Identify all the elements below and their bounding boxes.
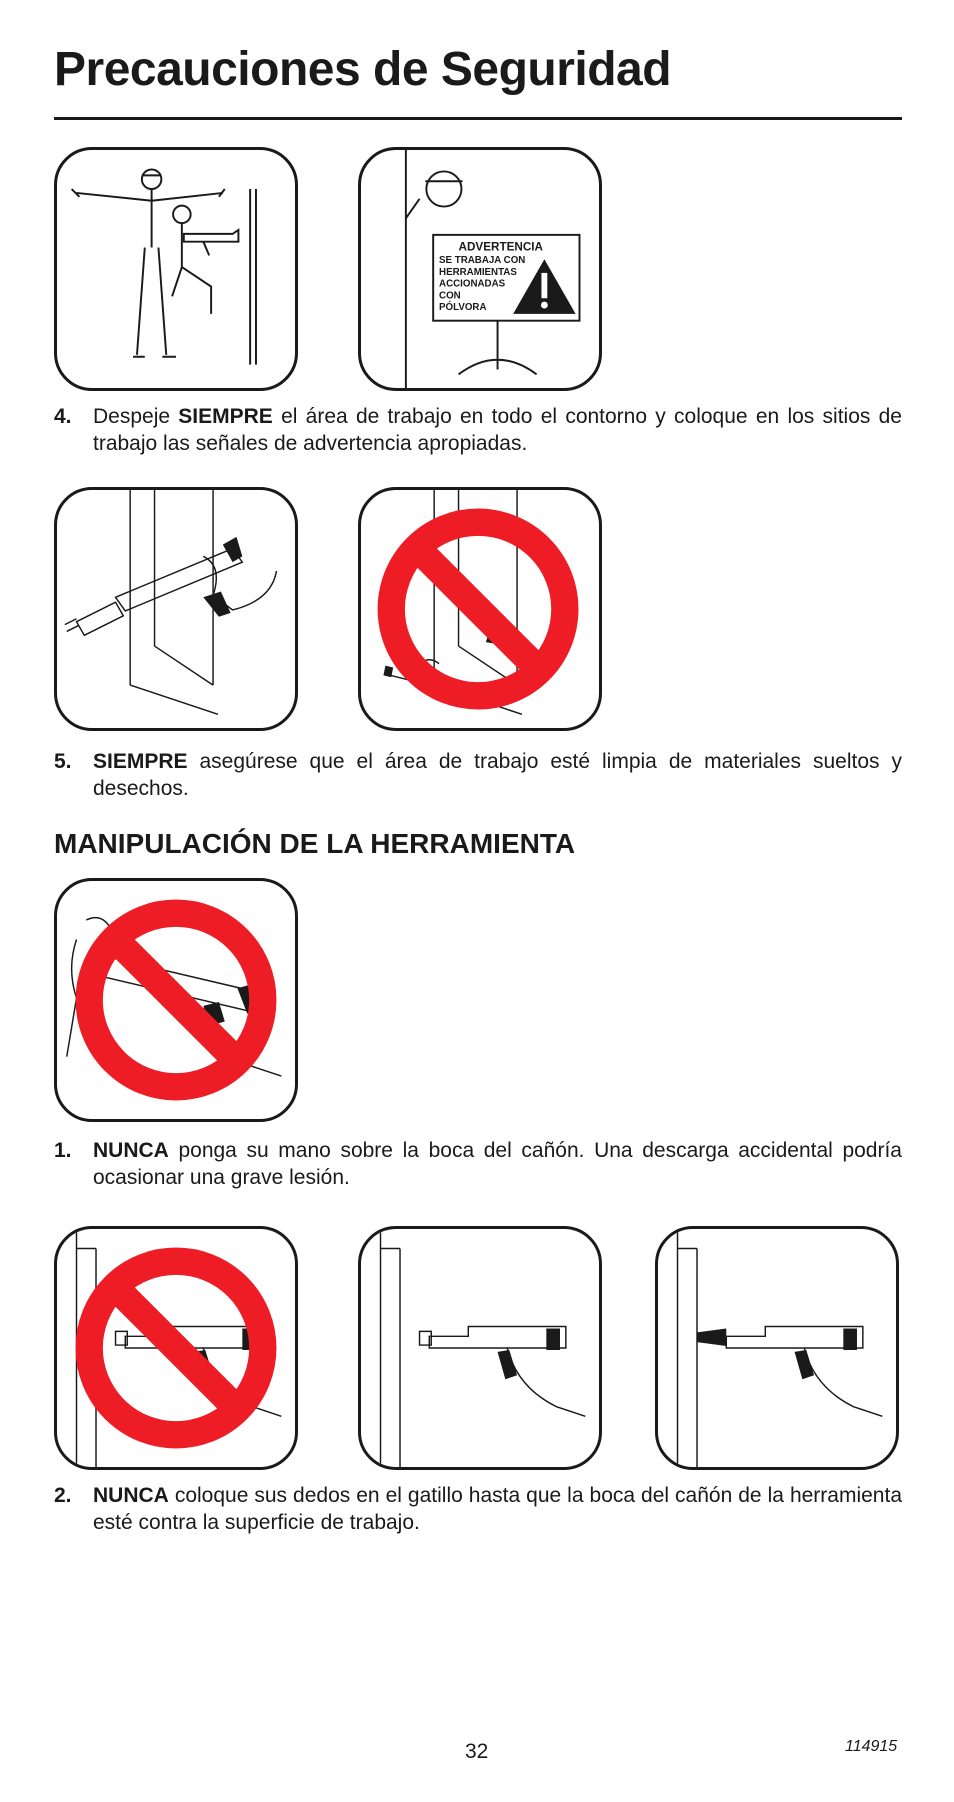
illustration-hand-over-muzzle-prohibited (54, 878, 298, 1122)
instruction-number: 2. (54, 1484, 72, 1507)
warning-sign-title: ADVERTENCIA (458, 240, 543, 254)
instruction-number: 1. (54, 1139, 72, 1162)
warning-sign-line: ACCIONADAS (439, 278, 506, 290)
page-number: 32 (465, 1740, 489, 1763)
illustration-debris-prohibited (358, 487, 602, 731)
warning-sign-line: HERRAMIENTAS (439, 266, 517, 278)
prohibition-icon (89, 913, 263, 1087)
instruction-text: asegúrese que el área de trabajo esté limpia de materiales sueltos y desechos. (93, 750, 902, 800)
instruction-number: 4. (54, 405, 72, 428)
illustration-tool-against-surface (655, 1226, 899, 1470)
prohibition-icon (391, 522, 565, 696)
instruction-5 (54, 748, 902, 802)
page-title: Precauciones de Seguridad (54, 43, 672, 96)
warning-sign-line: PÓLVORA (439, 301, 487, 313)
instruction-text: Despeje (93, 405, 179, 428)
illustration-clear-area-operator (54, 147, 298, 391)
instruction-2 (54, 1482, 902, 1536)
instruction-text: el área de trabajo en todo el contorno y coloque en los sitios de trabajo las señales de advertencia apropiadas. (93, 405, 902, 455)
instruction-emphasis: NUNCA (93, 1484, 169, 1507)
instruction-emphasis: SIEMPRE (93, 750, 188, 773)
warning-sign-line: CON (439, 290, 461, 302)
illustration-warning-sign (358, 147, 602, 391)
instruction-1 (54, 1137, 902, 1191)
instruction-emphasis: NUNCA (93, 1139, 169, 1162)
document-code: 114915 (845, 1738, 898, 1755)
title-divider (54, 117, 902, 120)
warning-sign-line: SE TRABAJA CON (439, 255, 526, 267)
illustration-finger-on-trigger-prohibited (54, 1226, 298, 1470)
instruction-emphasis: SIEMPRE (178, 405, 273, 428)
instruction-text: ponga su mano sobre la boca del cañón. Una descarga accidental podría ocasionar una grave lesión. (93, 1139, 902, 1189)
illustration-clean-work-area (54, 487, 298, 731)
instruction-text: coloque sus dedos en el gatillo hasta que la boca del cañón de la herramienta esté contra la superficie de trabajo. (93, 1484, 902, 1534)
instruction-number: 5. (54, 750, 72, 773)
section-heading: MANIPULACIÓN DE LA HERRAMIENTA (54, 828, 576, 859)
illustration-tool-approaching-surface (358, 1226, 602, 1470)
instruction-4 (54, 403, 902, 457)
